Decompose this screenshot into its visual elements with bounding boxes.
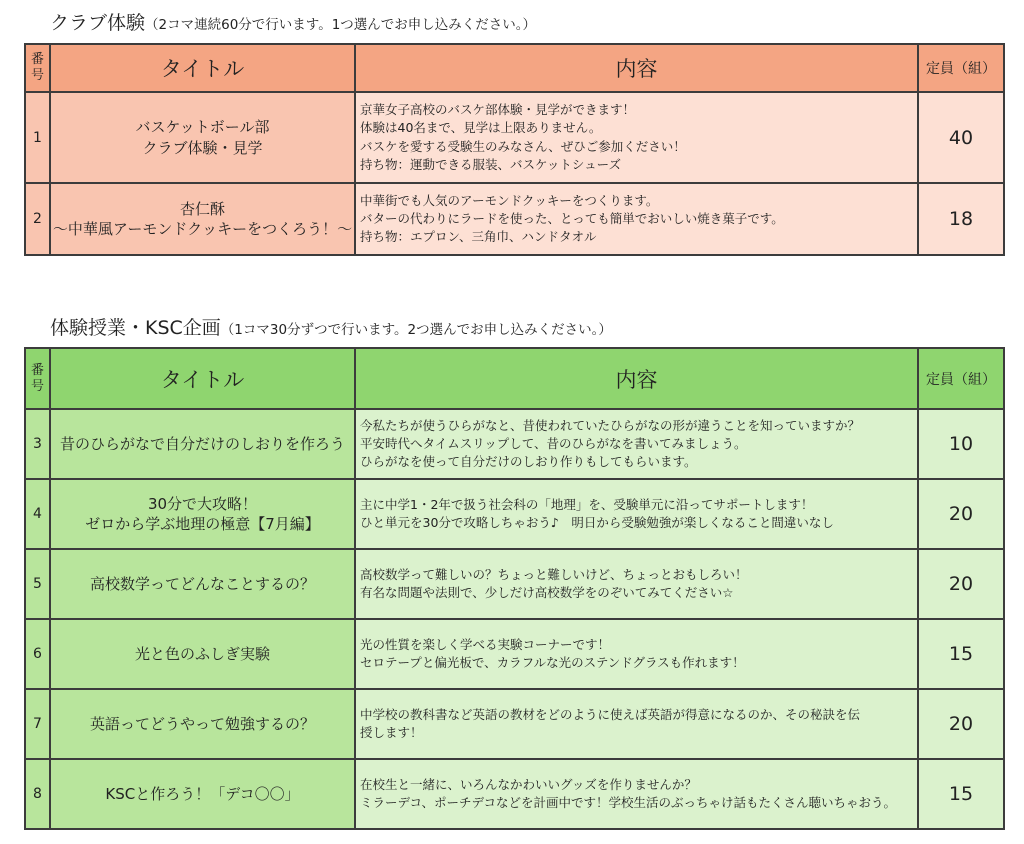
row-content-line: 持ち物：エプロン、三角巾、ハンドタオル bbox=[360, 229, 597, 245]
row-content-line: ひらがなを使って自分だけのしおり作りもしてもらいます。 bbox=[360, 454, 697, 470]
row-title bbox=[50, 689, 355, 759]
row-capacity: 10 bbox=[918, 409, 1004, 479]
header-content: 内容 bbox=[355, 348, 918, 409]
class-section-heading bbox=[50, 313, 612, 340]
row-content-line: 有名な問題や法則で、少しだけ高校数学をのぞいてみてください☆ bbox=[360, 585, 734, 600]
row-content bbox=[355, 619, 918, 689]
row-content bbox=[355, 92, 918, 183]
class-section-title: 体験授業・KSC企画 bbox=[50, 317, 221, 339]
class-table-body bbox=[25, 409, 1004, 829]
table-row bbox=[25, 759, 1004, 829]
row-content-line: 光の性質を楽しく学べる実験コーナーです！ bbox=[360, 636, 611, 652]
header-number-line2: 号 bbox=[30, 68, 44, 83]
row-title-line: ゼロから学ぶ地理の極意【7月編】 bbox=[85, 515, 320, 533]
row-title-line: 30分で大攻略！ bbox=[147, 494, 258, 513]
table-row bbox=[25, 409, 1004, 479]
row-content-line: 持ち物：運動できる服装、バスケットシューズ bbox=[360, 156, 622, 172]
row-capacity: 20 bbox=[918, 479, 1004, 549]
row-number: 3 bbox=[25, 409, 50, 479]
row-capacity: 15 bbox=[918, 759, 1004, 829]
header-number-line1: 番 bbox=[30, 362, 44, 378]
row-content bbox=[355, 479, 918, 549]
row-capacity: 40 bbox=[918, 92, 1004, 183]
club-table-header-row bbox=[25, 44, 1004, 92]
row-content-line: 高校数学って難しいの？ちょっと難しいけど、ちょっとおもしろい！ bbox=[360, 566, 748, 582]
table-row bbox=[25, 549, 1004, 619]
header-capacity: 定員（組） bbox=[918, 348, 1004, 409]
row-number: 4 bbox=[25, 479, 50, 549]
row-content-line: 在校生と一緒に、いろんなかわいいグッズを作りませんか？ bbox=[360, 776, 697, 792]
row-title-line: ～中華風アーモンドクッキーをつくろう！～ bbox=[52, 220, 353, 238]
row-title-line: バスケットボール部 bbox=[135, 118, 270, 137]
row-content-line: ミラーデコ、ポーチデコなどを計画中です！学校生活のぶっちゃけ話もたくさん聴いちゃおう。 bbox=[360, 795, 897, 810]
club-section-title: クラブ体験 bbox=[50, 12, 146, 34]
row-title-line: 光と色のふしぎ実験 bbox=[134, 644, 270, 663]
row-title-line: クラブ体験・見学 bbox=[142, 138, 263, 157]
header-number-line1: 番 bbox=[30, 52, 44, 68]
row-content-line: 京華女子高校のバスケ部体験・見学ができます！ bbox=[360, 102, 636, 118]
row-capacity: 15 bbox=[918, 619, 1004, 689]
club-table-body bbox=[25, 92, 1004, 255]
class-table bbox=[24, 347, 1005, 830]
row-capacity: 20 bbox=[918, 549, 1004, 619]
header-number bbox=[25, 348, 50, 409]
row-content bbox=[355, 409, 918, 479]
header-title: タイトル bbox=[50, 348, 355, 409]
row-content-line: 中華街でも人気のアーモンドクッキーをつくります。 bbox=[360, 192, 659, 208]
row-content-line: 主に中学1・2年で扱う社会科の「地理」を、受験単元に沿ってサポートします！ bbox=[360, 496, 814, 512]
header-capacity: 定員（組） bbox=[918, 44, 1004, 92]
row-title-line: 杏仁酥 bbox=[179, 199, 225, 218]
row-capacity: 18 bbox=[918, 183, 1004, 255]
row-content-line: 体験は40名まで、見学は上限ありません。 bbox=[360, 120, 602, 136]
row-content-line: 授します！ bbox=[360, 725, 423, 740]
row-title bbox=[50, 619, 355, 689]
row-title-line: 昔のひらがなで自分だけのしおりを作ろう bbox=[59, 434, 345, 453]
row-title-line: KSCと作ろう！「デコ〇〇」 bbox=[105, 784, 300, 803]
row-title bbox=[50, 759, 355, 829]
club-section-note: （2コマ連続60分で行います。1つ選んでお申し込みください。） bbox=[145, 17, 537, 33]
row-content-line: 中学校の教科書など英語の教材をどのように使えば英語が得意になるのか、その秘訣を伝 bbox=[360, 706, 861, 722]
row-title-line: 英語ってどうやって勉強するの？ bbox=[89, 714, 315, 733]
row-number: 1 bbox=[25, 92, 50, 183]
table-row bbox=[25, 479, 1004, 549]
table-row bbox=[25, 619, 1004, 689]
class-section-note: （1コマ30分ずつで行います。2つ選んでお申し込みください。） bbox=[220, 322, 612, 338]
club-table bbox=[24, 43, 1005, 256]
row-content-line: ひと単元を30分で攻略しちゃおう♪ 明日から受験勉強が楽しくなること間違いなし bbox=[360, 515, 834, 530]
row-number: 6 bbox=[25, 619, 50, 689]
row-number: 8 bbox=[25, 759, 50, 829]
row-content-line: セロテープと偏光板で、カラフルな光のステンドグラスも作れます！ bbox=[360, 655, 745, 670]
row-title bbox=[50, 409, 355, 479]
row-content-line: 平安時代へタイムスリップして、昔のひらがなを書いてみましょう。 bbox=[360, 435, 747, 451]
row-number: 7 bbox=[25, 689, 50, 759]
row-content bbox=[355, 689, 918, 759]
header-title: タイトル bbox=[50, 44, 355, 92]
table-row bbox=[25, 183, 1004, 255]
row-content-line: 今私たちが使うひらがなと、昔使われていたひらがなの形が違うことを知っていますか？ bbox=[360, 417, 861, 433]
row-content-line: バターの代わりにラードを使った、とっても簡単でおいしい焼き菓子です。 bbox=[360, 210, 784, 226]
club-section-heading bbox=[50, 8, 536, 35]
table-row bbox=[25, 92, 1004, 183]
row-title-line: 高校数学ってどんなことするの？ bbox=[89, 574, 315, 593]
row-content bbox=[355, 759, 918, 829]
header-number bbox=[25, 44, 50, 92]
row-title bbox=[50, 183, 355, 255]
header-content: 内容 bbox=[355, 44, 918, 92]
row-capacity: 20 bbox=[918, 689, 1004, 759]
row-content bbox=[355, 549, 918, 619]
row-title bbox=[50, 549, 355, 619]
row-content bbox=[355, 183, 918, 255]
row-title bbox=[50, 92, 355, 183]
row-number: 5 bbox=[25, 549, 50, 619]
header-number-line2: 号 bbox=[30, 378, 44, 394]
row-title bbox=[50, 479, 355, 549]
row-content-line: バスケを愛する受験生のみなさん、ぜひご参加ください！ bbox=[360, 138, 686, 154]
table-row bbox=[25, 689, 1004, 759]
class-table-header-row bbox=[25, 348, 1004, 409]
row-number: 2 bbox=[25, 183, 50, 255]
